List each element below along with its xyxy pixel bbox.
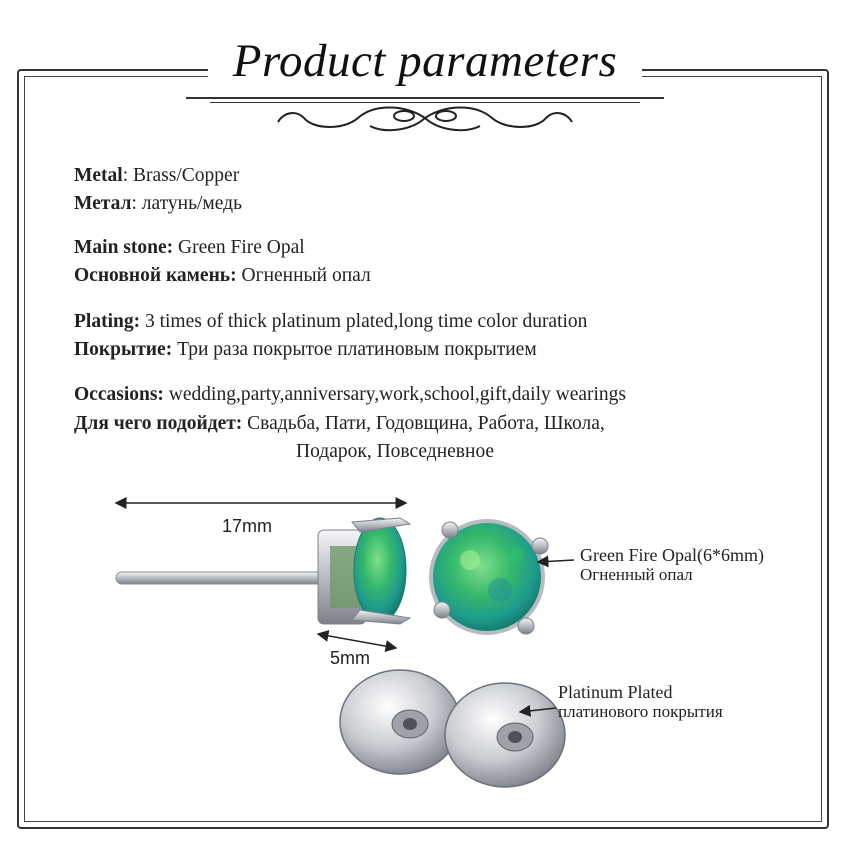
width-arrow	[318, 634, 396, 648]
length-label: 17mm	[222, 516, 273, 536]
back-callout-ru: платинового покрытия	[558, 702, 723, 721]
stone-callout-ru: Огненный опал	[580, 565, 693, 584]
earring-front-view	[431, 521, 548, 634]
back-callout	[558, 682, 723, 722]
earring-backs	[340, 670, 565, 787]
spec-plating-ru: Покрытие: Три раза покрытое платиновым покрытием	[74, 339, 537, 360]
spec-stone-ru: Основной камень: Огненный опал	[74, 265, 371, 286]
back-callout-en: Platinum Plated	[558, 682, 673, 702]
spec-occasions-ru: Для чего подойдет: Свадьба, Пати, Годовщина, Работа, Школа,	[74, 413, 605, 434]
page-title: Product parameters	[232, 35, 618, 87]
spec-occasions-en: Occasions: wedding,party,anniversary,work,school,gift,daily wearings	[74, 384, 627, 405]
spec-stone-en: Main stone: Green Fire Opal	[74, 237, 305, 258]
width-label: 5mm	[330, 648, 370, 668]
spec-metal-ru: Метал: латунь/медь	[74, 193, 242, 214]
stone-callout-arrow	[538, 560, 574, 562]
spec-metal-en: Metal: Brass/Copper	[74, 165, 240, 186]
stone-callout-en: Green Fire Opal(6*6mm)	[580, 545, 764, 565]
stone-callout	[580, 545, 764, 585]
spec-plating-en: Plating: 3 times of thick platinum plated,long time color duration	[74, 311, 588, 332]
spec-occasions-ru-cont: Подарок, Повседневное	[296, 441, 495, 462]
